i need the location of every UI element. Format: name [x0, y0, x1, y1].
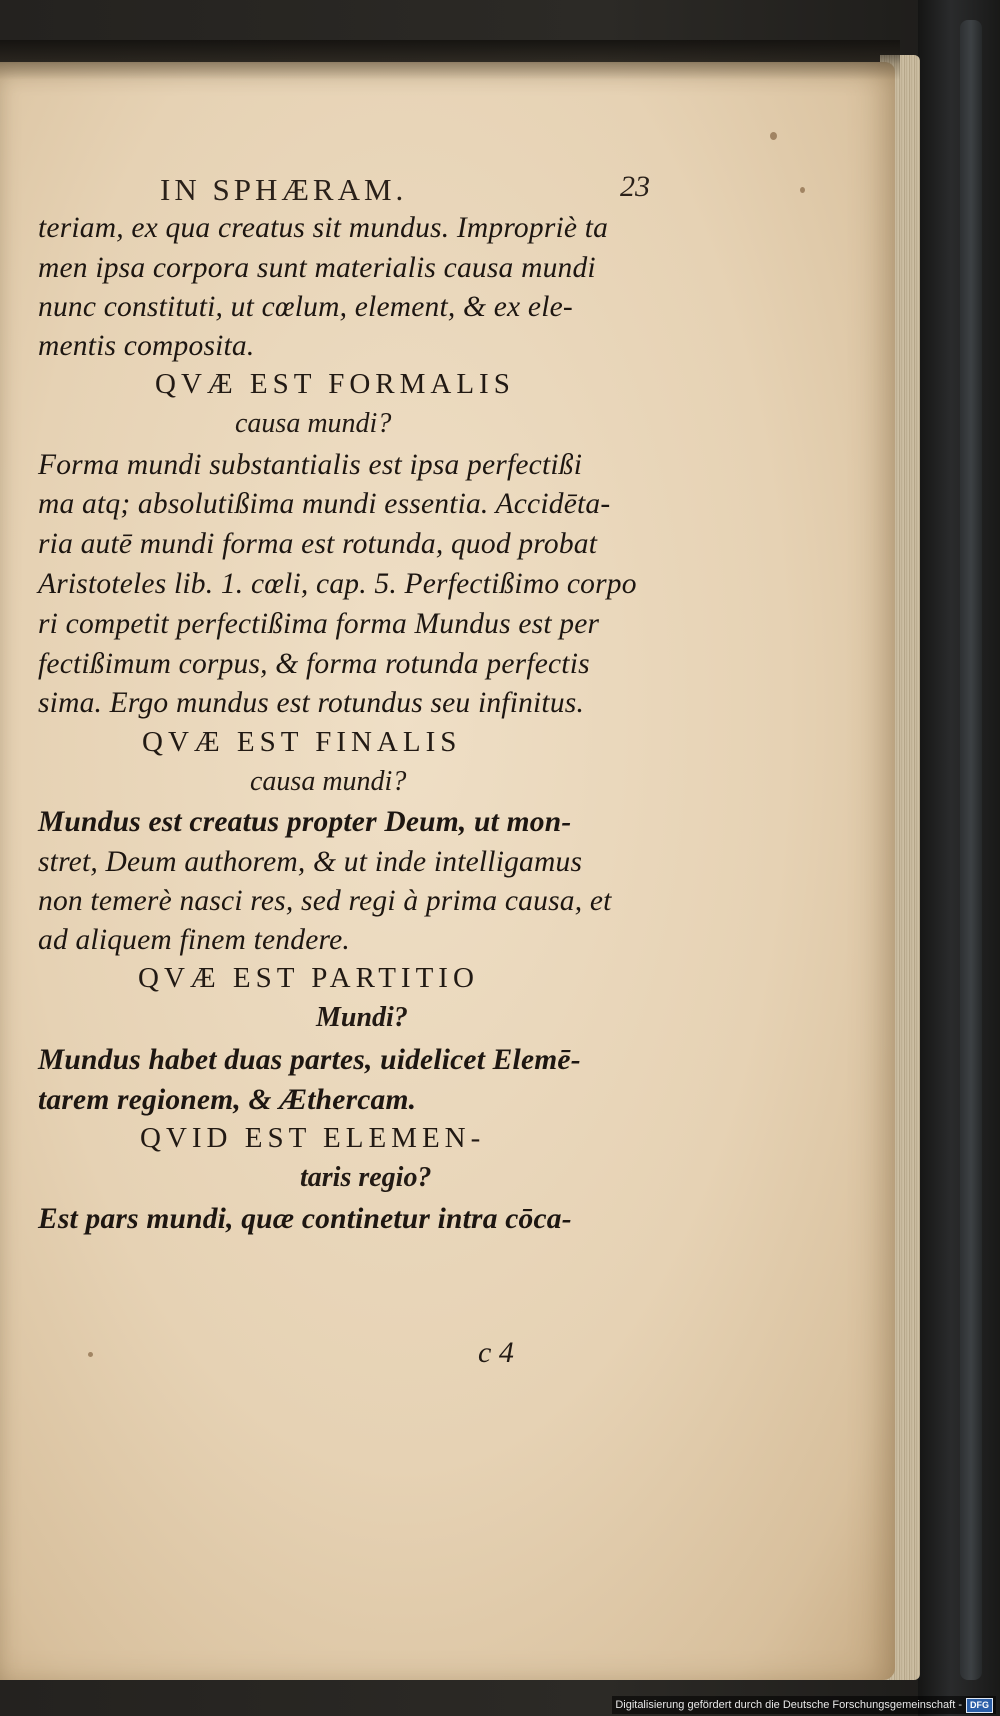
- page-text: [0, 62, 895, 1680]
- book-page: [0, 62, 895, 1680]
- section-subheading-elementaris: taris regio?: [300, 1162, 432, 1193]
- credit-text: Digitalisierung gefördert durch die Deutsche Forschungsgemeinschaft -: [615, 1699, 962, 1711]
- section-subheading-finalis: causa mundi?: [250, 766, 407, 797]
- page-number: 23: [620, 170, 650, 203]
- text-line: Forma mundi substantialis est ipsa perfectißi: [38, 449, 583, 481]
- text-line: ria autē mundi forma est rotunda, quod probat: [38, 528, 598, 560]
- text-line: stret, Deum authorem, & ut inde intelligamus: [38, 846, 583, 878]
- text-line: ad aliquem finem tendere.: [38, 924, 350, 956]
- text-line: sima. Ergo mundus est rotundus seu infinitus.: [38, 687, 585, 719]
- page-top-shadow: [0, 40, 900, 80]
- text-line: Mundus habet duas partes, uidelicet Elemē-: [38, 1044, 581, 1076]
- book-cover: [918, 0, 1000, 1716]
- section-heading-elementaris: QVID EST ELEMEN-: [140, 1122, 486, 1154]
- section-subheading-partitio: Mundi?: [316, 1002, 408, 1033]
- section-subheading-formalis: causa mundi?: [235, 408, 392, 439]
- text-line: non temerè nasci res, sed regi à prima causa, et: [38, 885, 612, 917]
- section-heading-partitio: QVÆ EST PARTITIO: [138, 962, 479, 994]
- text-line: tarem regionem, & Æthercam.: [38, 1084, 417, 1116]
- text-line: Aristoteles lib. 1. cœli, cap. 5. Perfectißimo corpo: [38, 568, 637, 600]
- digitization-credit: [612, 1696, 996, 1714]
- text-line: teriam, ex qua creatus sit mundus. Impropriè ta: [38, 212, 609, 244]
- section-heading-formalis: QVÆ EST FORMALIS: [155, 368, 515, 400]
- book-clasp-strap: [960, 20, 982, 1680]
- section-heading-finalis: QVÆ EST FINALIS: [142, 726, 462, 758]
- text-line: ri competit perfectißima forma Mundus est per: [38, 608, 600, 640]
- text-line: Mundus est creatus propter Deum, ut mon-: [38, 806, 572, 838]
- text-line: fectißimum corpus, & forma rotunda perfectis: [38, 648, 590, 680]
- text-line: mentis composita.: [38, 330, 255, 362]
- signature-mark: c 4: [478, 1336, 514, 1369]
- dfg-logo: DFG: [966, 1698, 993, 1713]
- text-line: nunc constituti, ut cœlum, element, & ex ele-: [38, 291, 573, 323]
- running-title: IN SPHÆRAM.: [160, 172, 408, 207]
- text-line: men ipsa corpora sunt materialis causa mundi: [38, 252, 596, 284]
- text-line: ma atq; absolutißima mundi essentia. Accidēta-: [38, 488, 611, 520]
- text-line: Est pars mundi, quæ continetur intra cōca-: [38, 1203, 572, 1235]
